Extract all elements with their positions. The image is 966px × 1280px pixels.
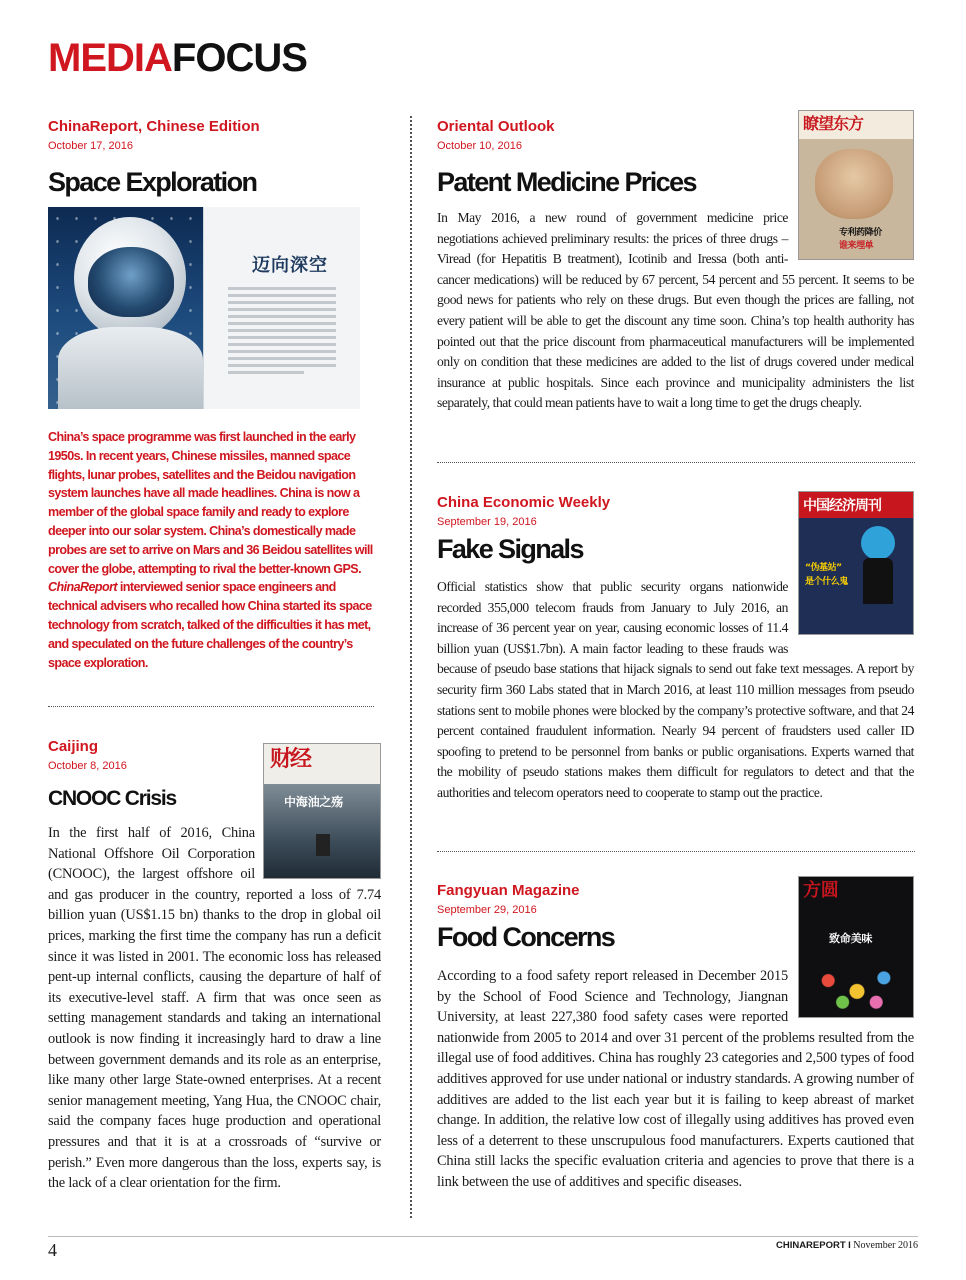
publication-name: ChinaReport xyxy=(48,580,117,595)
space-source: ChinaReport, Chinese Edition xyxy=(48,118,260,135)
astronaut-photo xyxy=(48,207,203,409)
food-source: Fangyuan Magazine xyxy=(437,882,580,899)
fangyuan-cover-masthead: 方圆 xyxy=(803,880,839,901)
patent-date: October 10, 2016 xyxy=(437,140,523,152)
food-body: 方圆 致命美味 According to a food safety report released in December 2015 by the School of Food Science and Technology, Jiangnan University, at least 227,380 food safety cases were reported nationwide from 2005 to 2014 and over 31 percent of the problems resulted from the illegal use of food additives. China has roughly 23 categories and 2,500 types of food additives approved for use under national or industry standards. A growing number of additives are added to the list each year but it is failing to keep abreast of market change. In addition, the relative low cost of illegally using additives has proved even less of a deterrent to these unscrupulous food manufacturers. Experts cautioned that China still lacks the specific evaluation criteria and agencies to prove that there is a link between the use of additives and specific diseases. xyxy=(437,966,914,1193)
fangyuan-cover xyxy=(798,876,914,1018)
patent-headline: Patent Medicine Prices xyxy=(437,167,696,197)
oriental-cover-sub: 谁来埋单 xyxy=(839,241,874,251)
footer-issue-date: November 2016 xyxy=(853,1240,918,1251)
caijing-cover-title: 中海油之殇 xyxy=(284,795,344,809)
footer-issue xyxy=(776,1240,918,1251)
caijing-cover xyxy=(263,743,381,879)
masthead-media: MEDIA xyxy=(48,36,172,80)
china-economic-weekly-cover xyxy=(798,491,914,635)
oriental-outlook-cover xyxy=(798,110,914,260)
spread-title: 迈向深空 xyxy=(252,255,328,276)
section-masthead xyxy=(48,38,307,78)
cnooc-body: 财经 中海油之殇 In the first half of 2016, China National Offshore Oil Corporation (CNOOC), the largest offshore oil and gas producer in the country, reported a loss of 7.74 billion yuan (US$1.15 bn) thanks to the drop in global oil prices, marking the first time the company has run a deficit since it was listed in 2001. The economic loss has released pent-up internal conflicts, causing the departure of half of its executive-level staff. A firm that was once seen as setting management standards and taking an international outlook is now finding it increasingly hard to draw a line between government demands and its role as an enterprise, like many other large State-owned enterprises. At a recent senior management meeting, Yang Hua, the CNOOC chair, said the company faces huge production and operational pressures and that it is at a crossroads of “survive or perish.” Even more dangerous than the loss, experts say, is the lack of a clear orientation for the firm. xyxy=(48,823,381,1194)
caijing-cover-masthead: 财经 xyxy=(270,747,311,772)
space-date: October 17, 2016 xyxy=(48,140,134,152)
patent-source: Oriental Outlook xyxy=(437,118,555,135)
page-number: 4 xyxy=(48,1240,57,1260)
cew-cover-title: “伪基站” xyxy=(805,563,842,573)
cnooc-source: Caijing xyxy=(48,738,99,755)
spread-text-page xyxy=(203,207,360,409)
space-spread-image xyxy=(48,207,360,409)
fangyuan-cover-title: 致命美味 xyxy=(829,932,873,945)
cew-cover-masthead: 中国经济周刊 xyxy=(803,498,881,514)
footer-rule xyxy=(48,1236,918,1237)
space-lede: China’s space programme was first launched in the early 1950s. In recent years, Chinese missiles, manned space flights, lunar probes, satellites and the Beidou navigation system launches have all made headlines. China is now a member of the global space family and ready to explore deeper into our solar system. China’s domestically made probes are set to arrive on Mars and 36 Beidou satellites will cover the globe, attempting to rival the better-known GPS. ChinaReport interviewed senior space engineers and technical advisers who recalled how China started its space technology from scratch, talked of the difficulties it has met, and speculated on the future challenges of the country’s space exploration. xyxy=(48,430,373,670)
footer-separator: I xyxy=(848,1240,851,1251)
divider-rule xyxy=(437,462,915,463)
masthead-focus: FOCUS xyxy=(171,36,307,80)
cew-cover-sub: 是个什么鬼 xyxy=(805,577,848,587)
oriental-cover-title: 专利药降价 xyxy=(839,228,882,238)
footer-brand: CHINAREPORT xyxy=(775,1240,846,1251)
signals-source: China Economic Weekly xyxy=(437,494,611,511)
signals-headline: Fake Signals xyxy=(437,534,583,564)
signals-date: September 19, 2016 xyxy=(437,516,537,528)
signals-body: 中国经济周刊 “伪基站” 是个什么鬼 Official statistics show that public security organs nationwide recorded 355,000 telecom frauds from January to July 2016, an increase of 36 percent year on year, causing economic losses of 11.4 billion yuan (US$1.7bn). A main factor leading to these frauds was because of pseudo base stations that hijack signals to send out fake text messages. A report by security firm 360 Labs stated that in March 2016, at least 110 million messages from pseudo stations sent to mobile phones were blocked by the company’s protective software, and that 24 percent contained fraudulent information. Nearly 94 percent of fraudsters used caller ID spoofing to pretend to be personnel from banks or public organisations. Experts warned that the mobility of pseudo stations makes them difficult for regulators to detect and that the authorities and telecom operators need to cooperate to stamp out the practice. xyxy=(437,577,914,804)
space-headline: Space Exploration xyxy=(48,167,257,197)
food-date: September 29, 2016 xyxy=(437,904,537,916)
patent-body: 瞭望东方 专利药降价 谁来埋单 In May 2016, a new round of government medicine price negotiations achieved preliminary results: the prices of three drugs – Viread (for Hepatitis B treatment), Icotinib and Iressa (both anti-cancer medications) will be reduced by 67 percent, 54 percent and 55 percent. It seems to be good news for patients who rely on these drugs. But even though the prices are falling, not every patient will be able to get the discount any time soon. China’s top health authority has pointed out that the price discount from pharmaceutical manufacturers will be implemented only on condition that these medicines are added to the list of drugs covered under medical insurance at public hospitals. Since each province and municipality administers the list separately, that could mean patients have to wait a long time to get the drugs cheaply. xyxy=(437,208,914,414)
divider-rule xyxy=(437,851,915,852)
food-headline: Food Concerns xyxy=(437,922,615,952)
column-divider xyxy=(410,116,412,1218)
oriental-cover-masthead: 瞭望东方 xyxy=(803,114,864,133)
divider-rule xyxy=(48,706,374,707)
cnooc-headline: CNOOC Crisis xyxy=(48,787,176,810)
cnooc-date: October 8, 2016 xyxy=(48,760,127,772)
